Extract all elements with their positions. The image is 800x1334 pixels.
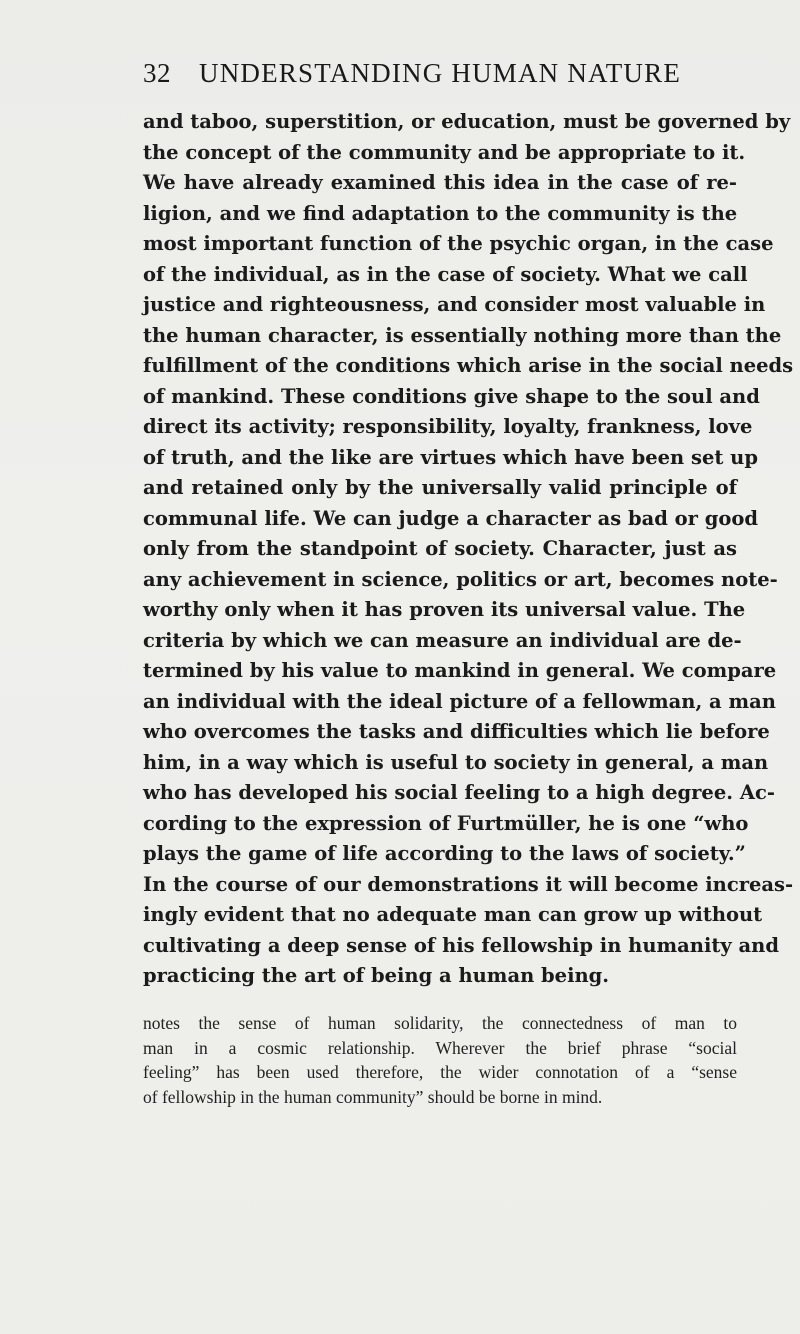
text-line: him, in a way which is useful to society in general, a man	[143, 750, 769, 774]
body-paragraph	[143, 107, 794, 992]
text-line: justice and righteousness, and consider most valuable in	[143, 293, 766, 316]
text-line: cultivating a deep sense of his fellowship in humanity and	[143, 933, 779, 957]
footnote	[143, 1011, 737, 1109]
footnote-line: notes the sense of human solidarity, the connectedness of man to	[143, 1013, 737, 1033]
text-line: We have already examined this idea in the case of re-	[143, 171, 737, 194]
text-line: direct its activity; responsibility, loyalty, frankness, love	[143, 415, 753, 438]
text-line: criteria by which we can measure an individual are de-	[143, 628, 742, 652]
text-line: plays the game of life according to the laws of society.”	[143, 842, 746, 865]
text-line: who overcomes the tasks and difficulties which lie before	[143, 720, 770, 743]
text-line: most important function of the psychic organ, in the case	[143, 232, 774, 255]
text-line: of mankind. These conditions give shape to the soul and	[143, 384, 760, 408]
page-header	[143, 58, 681, 98]
text-line: and taboo, superstition, or education, must be governed by	[143, 110, 791, 133]
footnote-line: of fellowship in the human community” should be borne in mind.	[143, 1086, 603, 1107]
text-line: the human character, is essentially nothing more than the	[143, 323, 782, 347]
text-line: of truth, and the like are virtues which have been set up	[143, 445, 758, 469]
text-line: of the individual, as in the case of society. What we call	[143, 262, 748, 286]
text-line: ligion, and we find adaptation to the community is the	[143, 201, 738, 225]
text-line: termined by his value to mankind in general. We compare	[143, 659, 777, 682]
text-line: In the course of our demonstrations it will become increas-	[143, 872, 794, 896]
footnote-line: feeling” has been used therefore, the wider connotation of a “sense	[143, 1062, 737, 1082]
text-line: only from the standpoint of society. Character, just as	[143, 537, 737, 560]
text-line: practicing the art of being a human being.	[143, 964, 610, 987]
text-line: the concept of the community and be appropriate to it.	[143, 140, 746, 164]
text-line: worthy only when it has proven its universal value. The	[143, 598, 746, 621]
text-line: who has developed his social feeling to a high degree. Ac-	[143, 781, 775, 804]
text-line: and retained only by the universally valid principle of	[143, 476, 737, 499]
text-line: ingly evident that no adequate man can grow up without	[143, 903, 763, 926]
footnote-line: man in a cosmic relationship. Wherever the brief phrase “social	[143, 1037, 737, 1058]
running-title: UNDERSTANDING HUMAN NATURE	[199, 58, 682, 88]
text-line: fulfillment of the conditions which arise in the social needs	[143, 354, 794, 377]
text-line: communal life. We can judge a character as bad or good	[143, 506, 759, 530]
text-line: any achievement in science, politics or art, becomes note-	[143, 567, 778, 591]
text-line: cording to the expression of Furtmüller, he is one “who	[143, 811, 749, 835]
text-line: an individual with the ideal picture of a fellowman, a man	[143, 689, 776, 713]
page-number: 32	[143, 58, 171, 88]
